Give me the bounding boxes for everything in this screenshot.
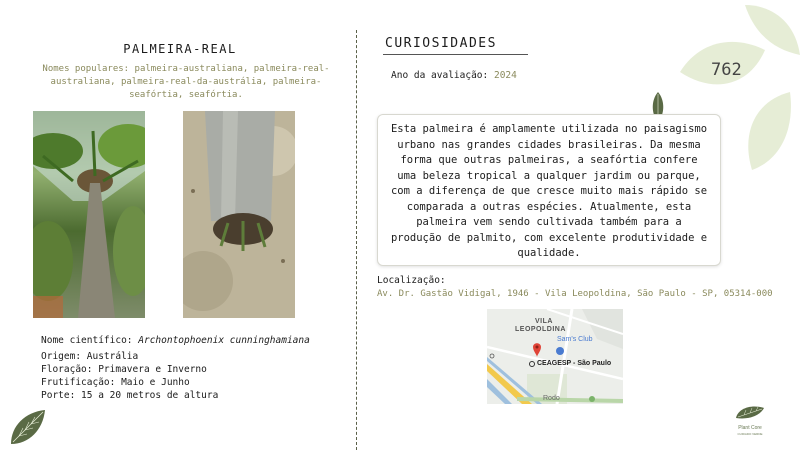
evaluation-label: Ano da avaliação:: [391, 70, 489, 81]
map-store-label: Sam's Club: [557, 336, 593, 343]
popular-names: Nomes populares: palmeira-australiana, palmeira-real-australiana, palmeira-real-da-austrália, palmeira-seafórtia, seafórtia.: [42, 64, 330, 100]
plant-title: PALMEIRA-REAL: [123, 42, 237, 56]
evaluation-year-row: [391, 70, 517, 81]
curiosities-title: CURIOSIDADES: [385, 36, 497, 51]
palm-photo-upward: [33, 111, 145, 318]
plant-number: 762: [711, 60, 742, 80]
scientific-name: Archontophoenix cunninghamiana: [138, 335, 310, 346]
map-pin-label: CEAGESP - São Paulo: [537, 360, 612, 367]
leaf-icon-bottom-left: [9, 408, 47, 446]
logo-name: Plant Core: [738, 425, 762, 431]
map-district-line2: LEOPOLDINA: [515, 326, 566, 333]
palm-photo-base: [183, 111, 295, 318]
evaluation-year: 2024: [493, 70, 517, 81]
vertical-divider: [356, 30, 357, 450]
scientific-name-row: [41, 335, 310, 346]
map-road-label: Rodo: [543, 395, 560, 402]
location-address: Av. Dr. Gastão Vidigal, 1946 - Vila Leopoldina, São Paulo - SP, 05314-000: [377, 289, 773, 299]
logo-tagline: CUIDADO VERDE: [737, 432, 763, 436]
origin-text: Origem: Austrália: [41, 351, 139, 362]
scientific-label: Nome científico:: [41, 335, 133, 346]
location-map[interactable]: [487, 309, 623, 404]
title-underline: [383, 54, 528, 55]
map-district-line1: VILA: [535, 318, 553, 325]
size-text: Porte: 15 a 20 metros de altura: [41, 390, 219, 401]
flowering-text: Floração: Primavera e Inverno: [41, 364, 207, 375]
location-label: Localização:: [377, 275, 446, 286]
curiosity-text: Esta palmeira é amplamente utilizada no paisagismo urbano nas grandes cidades brasileiras. Da mesma forma que outras palmeiras, a seafórtia confere uma beleza tropical a qualquer jardim ou parque, com a diferença de que cresce muito mais rápido se comparada a outras espécies. Atualmente, esta palmeira vem sendo cultivada também para a produção de palmito, com excelente produtividade e qualidade.: [390, 123, 708, 259]
fruiting-text: Frutificação: Maio e Junho: [41, 377, 190, 388]
curiosity-card: [377, 114, 721, 266]
plant-core-logo: [730, 402, 770, 438]
